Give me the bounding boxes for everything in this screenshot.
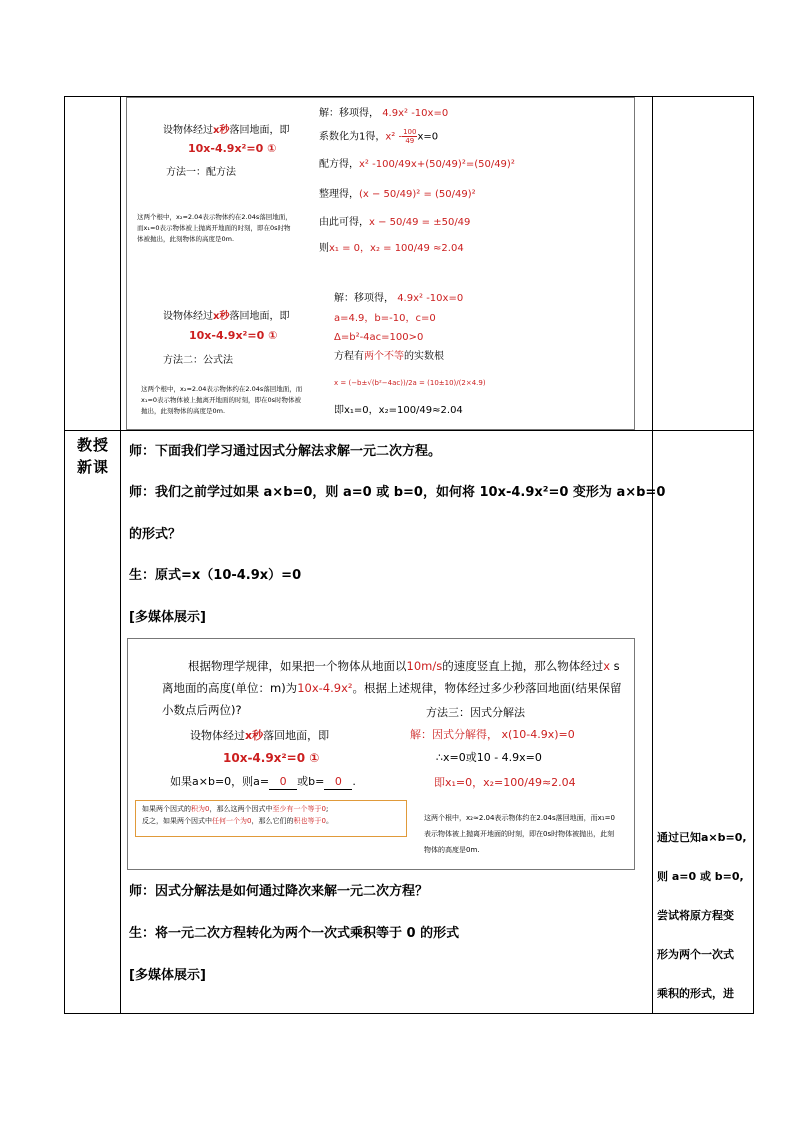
p2-step4: 方程有两个不等的实数根 bbox=[334, 351, 444, 362]
body-line-4: 生：原式=x（10-4.9x）=0 bbox=[129, 568, 302, 583]
p2-step2: a=4.9，b=-10，c=0 bbox=[334, 313, 436, 324]
p2-intro: 设物体经过x秒落回地面，即 bbox=[163, 311, 290, 322]
right-note-line-5: 乘积的形式，进 bbox=[657, 987, 734, 1000]
p1-step2: 系数化为1得，x² - $\frac{100}{49}$ x=0 bbox=[319, 128, 439, 145]
p3-method: 方法三：因式分解法 bbox=[426, 706, 525, 719]
p2-note: 这两个根中，x₂≈2.04表示物体约在2.04s落回地面，而x₁=0表示物体被上抛离开地面的时刻，即在0s时物体被抛出，此刻物体的高度是0m. bbox=[141, 385, 303, 415]
section-label bbox=[70, 434, 116, 478]
p3-note-line-1: 如果两个因式的积为0，那么这两个因式中至少有一个等于0; bbox=[142, 805, 329, 813]
p1-step5: 由此可得，x − 50/49 = ±50/49 bbox=[319, 217, 471, 228]
p3-solution-1: 解：因式分解得， x(10-4.9x)=0 bbox=[410, 728, 575, 741]
table-right-border bbox=[753, 96, 754, 1013]
body-line-8: [多媒体展示] bbox=[129, 968, 206, 983]
p1-note: 这两个根中，x₂≈2.04表示物体约在2.04s落回地面，而x₁=0表示物体被上抛离开地面的时刻，即在0s时物体被抛出，此刻物体的高度是0m. bbox=[137, 213, 292, 243]
body-line-3: 的形式？ bbox=[129, 527, 182, 542]
column-divider-left bbox=[120, 96, 121, 1013]
p2-step1: 解：移项得， 4.9x² -10x=0 bbox=[334, 293, 464, 304]
p3-note-line-2: 反之，如果两个因式中任何一个为0，那么它们的积也等于0。 bbox=[142, 817, 333, 825]
p1-method: 方法一：配方法 bbox=[166, 167, 236, 178]
row-divider bbox=[64, 430, 754, 431]
body-line-6: 师：因式分解法是如何通过降次来解一元二次方程？ bbox=[129, 884, 429, 899]
right-note bbox=[657, 818, 751, 1013]
table-bottom-border bbox=[64, 1013, 754, 1014]
p2-step3: Δ=b²-4ac=100>0 bbox=[334, 332, 424, 343]
p2-equation: 10x-4.9x²=0 ① bbox=[189, 329, 278, 342]
section-label-text: 教授新课 bbox=[76, 436, 109, 476]
column-divider-right bbox=[652, 96, 653, 1013]
p1-step3: 配方得，x² -100/49x+(50/49)²=(50/49)² bbox=[319, 159, 515, 170]
p3-if-statement: 如果a×b=0，则a= 0 或b= 0 . bbox=[170, 775, 356, 788]
p3-problem: 根据物理学规律，如果把一个物体从地面以10m/s的速度竖直上抛，那么物体经过x s离地面的高度(单位：m)为10x-4.9x²。根据上述规律，物体经过多少秒落回地面(结果保留小数点后两位)? bbox=[162, 659, 622, 717]
table-left-border bbox=[64, 96, 65, 1013]
body-line-5: [多媒体展示] bbox=[129, 610, 206, 625]
p1-equation: 10x-4.9x²=0 ① bbox=[188, 142, 277, 155]
p3-side-note: 这两个根中，x₂≈2.04表示物体约在2.04s落回地面，而x₁=0表示物体被上抛离开地面的时刻，即在0s时物体被抛出，此刻物体的高度是0m. bbox=[424, 814, 615, 854]
p1-step6: 则x₁ = 0，x₂ = 100/49 ≈2.04 bbox=[319, 243, 464, 254]
p3-solution-2: ∴x=0或10 - 4.9x=0 bbox=[436, 751, 542, 764]
p3-property-note bbox=[135, 800, 407, 837]
p2-step5: x = (−b±√(b²−4ac))/2a = (10±10)/(2×4.9) bbox=[334, 379, 486, 387]
right-note-line-2: 则 a=0 或 b=0, bbox=[657, 870, 744, 883]
p3-intro: 设物体经过x秒落回地面，即 bbox=[190, 729, 330, 742]
p2-step6: 即x₁=0，x₂=100/49≈2.04 bbox=[334, 405, 463, 416]
p1-step1: 解：移项得， 4.9x² -10x=0 bbox=[319, 108, 449, 119]
p1-intro: 设物体经过x秒落回地面，即 bbox=[163, 125, 290, 136]
p2-method: 方法二：公式法 bbox=[163, 355, 233, 366]
body-line-7: 生：将一元二次方程转化为两个一次式乘积等于 0 的形式 bbox=[129, 926, 460, 941]
body-line-1: 师：下面我们学习通过因式分解法求解一元二次方程。 bbox=[129, 444, 442, 459]
right-note-line-4: 形为两个一次式 bbox=[657, 948, 734, 961]
p3-equation: 10x-4.9x²=0 ① bbox=[223, 751, 320, 765]
p3-solution-3: 即x₁=0，x₂=100/49≈2.04 bbox=[434, 776, 576, 789]
right-note-line-1: 通过已知a×b=0, bbox=[657, 831, 747, 844]
body-line-2: 师：我们之前学过如果 a×b=0，则 a=0 或 b=0，如何将 10x-4.9x²=0 变形为 a×b=0 bbox=[129, 485, 666, 500]
right-note-line-3: 尝试将原方程变 bbox=[657, 909, 734, 922]
p1-step4: 整理得，(x − 50/49)² = (50/49)² bbox=[319, 189, 476, 200]
